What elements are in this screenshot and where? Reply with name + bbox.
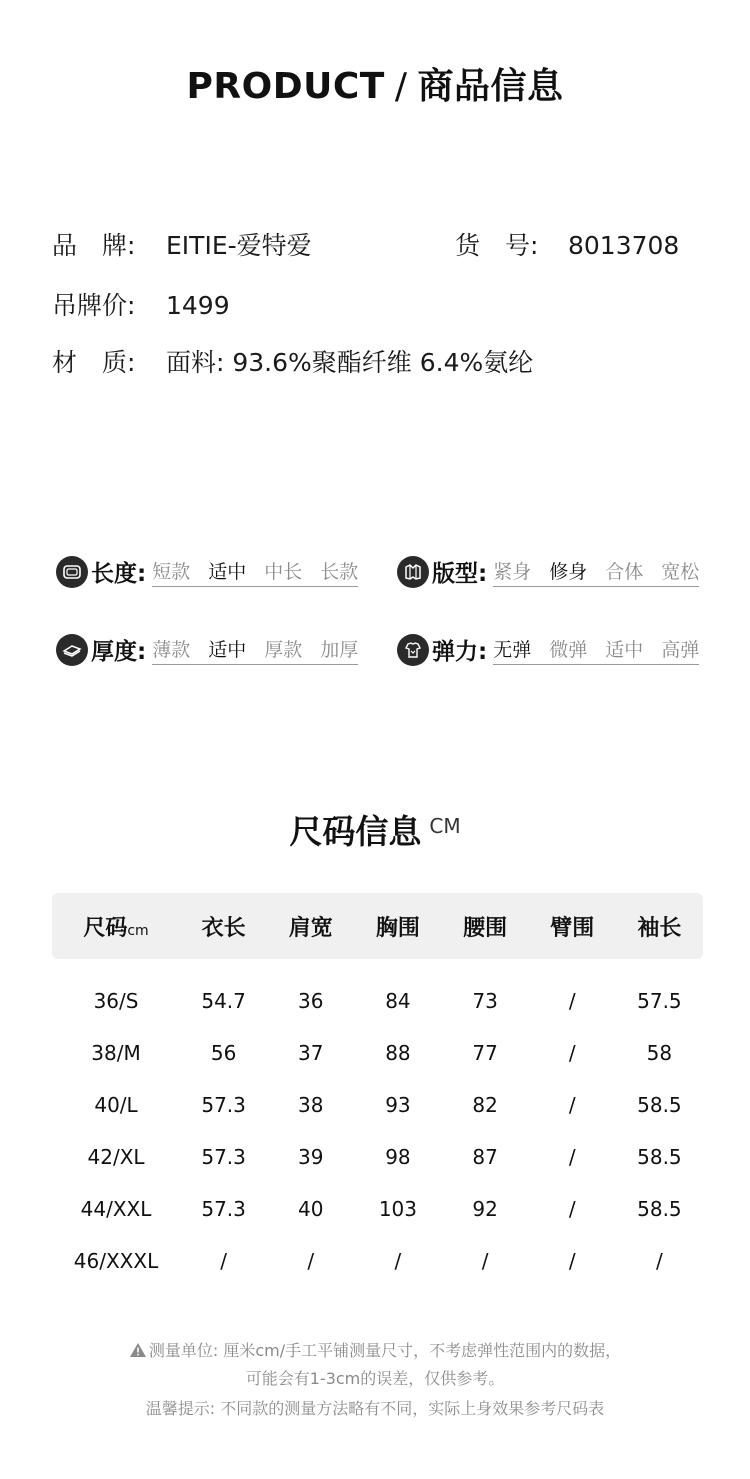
table-cell: 84 xyxy=(385,989,411,1013)
note-text-1: 测量单位: 厘米cm/手工平铺测量尺寸，不考虑弹性范围内的数据， xyxy=(148,1341,622,1360)
table-cell: / xyxy=(656,1249,663,1273)
price-value: 1499 xyxy=(166,291,230,320)
attr-elasticity-options xyxy=(493,635,699,665)
attr-fit xyxy=(397,555,699,588)
table-cell: 39 xyxy=(298,1145,324,1169)
table-cell: / xyxy=(568,1197,576,1221)
table-cell: 56 xyxy=(210,1041,237,1065)
attr-length xyxy=(56,555,358,588)
table-cell: / xyxy=(568,1145,576,1169)
table-cell: / xyxy=(568,989,576,1013)
table-cell: / xyxy=(568,1041,576,1065)
table-row xyxy=(52,1131,703,1183)
attr-length-opt: 长款 xyxy=(320,560,359,583)
size-title-text: 尺码信息 xyxy=(289,812,422,851)
table-cell: / xyxy=(307,1249,315,1273)
size-table xyxy=(52,893,703,1287)
brand-value: EITIE-爱特爱 xyxy=(166,231,312,260)
table-header-cell: 腰围 xyxy=(463,915,508,941)
material-value: 面料: 93.6%聚酯纤维 6.4%氨纶 xyxy=(166,348,534,377)
title-cn: 商品信息 xyxy=(417,66,564,107)
table-cell: 57.3 xyxy=(201,1093,246,1117)
attr-length-opt: 适中 xyxy=(208,560,247,583)
attr-elasticity xyxy=(397,633,699,666)
table-cell: / xyxy=(394,1249,402,1273)
note-line-1 xyxy=(0,1338,750,1361)
table-cell: 36/S xyxy=(93,989,139,1013)
table-cell: 82 xyxy=(472,1093,498,1117)
table-cell: 103 xyxy=(378,1197,418,1221)
table-row xyxy=(52,1079,703,1131)
sku-row xyxy=(455,226,679,262)
attr-elasticity-opt: 高弹 xyxy=(661,638,700,661)
table-row xyxy=(52,1183,703,1235)
title-separator: / xyxy=(394,66,408,107)
table-cell: 40/L xyxy=(94,1093,138,1117)
attr-length-opt: 短款 xyxy=(152,560,191,583)
table-header-cell: 肩宽 xyxy=(288,915,333,941)
table-header-cell: 衣长 xyxy=(201,915,246,941)
material-row xyxy=(52,343,533,379)
length-icon xyxy=(56,556,88,588)
fit-icon xyxy=(397,556,429,588)
table-cell: 93 xyxy=(385,1093,411,1117)
table-cell: 87 xyxy=(472,1145,498,1169)
table-cell: 57.5 xyxy=(637,989,682,1013)
sku-label: 货 号: xyxy=(455,231,539,260)
header-size-unit: cm xyxy=(127,922,149,939)
attr-thickness-opt: 加厚 xyxy=(320,638,359,661)
table-body xyxy=(52,975,703,1287)
attr-elasticity-opt: 微弹 xyxy=(549,638,588,661)
elasticity-icon xyxy=(397,634,429,666)
table-cell: 37 xyxy=(298,1041,324,1065)
attr-length-options xyxy=(152,557,358,587)
table-cell: 57.3 xyxy=(201,1145,246,1169)
warning-icon xyxy=(129,1342,147,1358)
title-en: PRODUCT xyxy=(186,66,385,107)
size-section-title xyxy=(0,806,750,853)
attr-thickness-opt: 厚款 xyxy=(264,638,303,661)
table-cell: 58.5 xyxy=(637,1093,682,1117)
attr-elasticity-opt: 适中 xyxy=(605,638,644,661)
table-cell: 92 xyxy=(472,1197,498,1221)
size-title-unit: CM xyxy=(429,814,461,838)
attr-fit-opt: 宽松 xyxy=(661,560,700,583)
attr-fit-opt: 紧身 xyxy=(493,560,532,583)
note-line-2: 可能会有1-3cm的误差，仅供参考。 xyxy=(245,1369,505,1388)
table-cell: / xyxy=(568,1249,576,1273)
table-header-cell: 臂围 xyxy=(550,915,595,941)
price-label: 吊牌价: xyxy=(52,291,136,320)
attr-thickness-opt: 薄款 xyxy=(152,638,191,661)
table-cell: / xyxy=(220,1249,227,1273)
table-cell: 44/XXL xyxy=(80,1197,152,1221)
thickness-icon xyxy=(56,634,88,666)
table-header-cell: 袖长 xyxy=(637,915,682,941)
attr-thickness-options xyxy=(152,635,358,665)
table-header-cell xyxy=(52,911,180,942)
table-row xyxy=(52,975,703,1027)
attr-thickness-label: 厚度: xyxy=(91,639,147,665)
table-cell: / xyxy=(481,1249,489,1273)
table-cell: 38/M xyxy=(91,1041,141,1065)
table-cell: 58.5 xyxy=(637,1145,682,1169)
attr-thickness xyxy=(56,633,358,666)
note-line-3: 温馨提示: 不同款的测量方法略有不同，实际上身效果参考尺码表 xyxy=(145,1399,605,1418)
attr-fit-opt: 合体 xyxy=(605,560,644,583)
attr-fit-options xyxy=(493,557,699,587)
attr-fit-label: 版型: xyxy=(432,561,488,587)
table-cell: 38 xyxy=(298,1093,324,1117)
table-cell: 88 xyxy=(385,1041,411,1065)
attr-length-opt: 中长 xyxy=(264,560,303,583)
table-cell: / xyxy=(568,1093,576,1117)
brand-row xyxy=(52,226,312,262)
table-cell: 73 xyxy=(472,989,498,1013)
sku-value: 8013708 xyxy=(568,231,680,260)
price-row xyxy=(52,286,230,322)
header-size-label: 尺码 xyxy=(83,915,128,941)
attr-length-label: 长度: xyxy=(91,561,147,587)
table-cell: 58 xyxy=(646,1041,673,1065)
table-cell: 54.7 xyxy=(201,989,246,1013)
table-cell: 40 xyxy=(298,1197,324,1221)
brand-label: 品 牌: xyxy=(52,231,136,260)
attr-fit-opt: 修身 xyxy=(549,560,588,583)
table-header xyxy=(52,893,703,959)
attr-elasticity-opt: 无弹 xyxy=(493,638,532,661)
attr-thickness-opt: 适中 xyxy=(208,638,247,661)
page-title xyxy=(0,58,750,109)
table-cell: 77 xyxy=(472,1041,498,1065)
table-row xyxy=(52,1235,703,1287)
table-row xyxy=(52,1027,703,1079)
attr-elasticity-label: 弹力: xyxy=(432,639,488,665)
material-label: 材 质: xyxy=(52,348,136,377)
table-cell: 42/XL xyxy=(87,1145,145,1169)
table-cell: 98 xyxy=(385,1145,411,1169)
table-cell: 46/XXXL xyxy=(73,1249,159,1273)
table-cell: 58.5 xyxy=(637,1197,682,1221)
table-cell: 36 xyxy=(298,989,324,1013)
table-header-cell: 胸围 xyxy=(375,915,420,941)
table-cell: 57.3 xyxy=(201,1197,246,1221)
